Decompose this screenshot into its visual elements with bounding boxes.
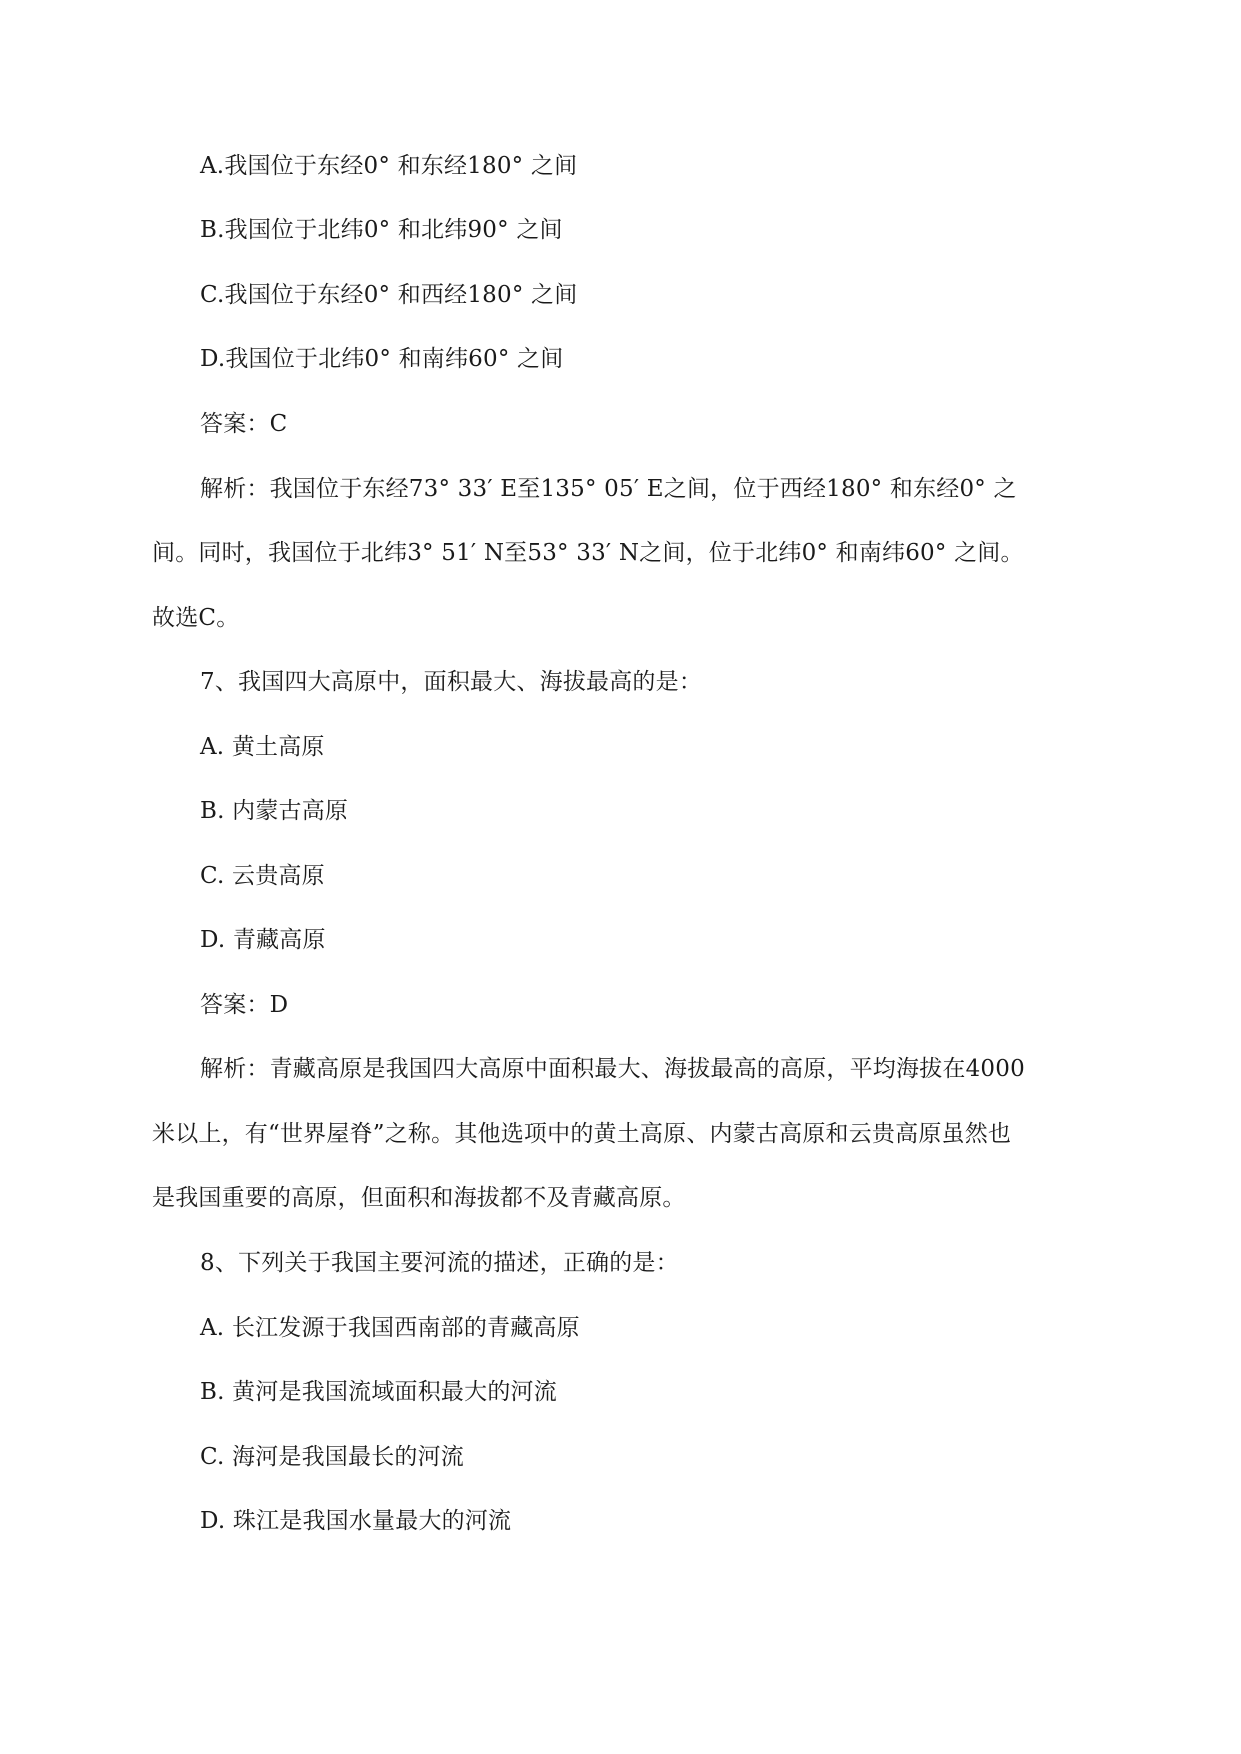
q8-question: 8、下列关于我国主要河流的描述，正确的是：: [200, 1250, 679, 1276]
q7-answer: 答案：D: [200, 992, 289, 1018]
q7-option-b: B. 内蒙古高原: [200, 798, 349, 824]
q6-answer: 答案：C: [200, 411, 288, 437]
q6-option-d: D.我国位于北纬0° 和南纬60° 之间: [200, 346, 564, 372]
q8-option-b: B. 黄河是我国流域面积最大的河流: [200, 1379, 557, 1405]
q7-question: 7、我国四大高原中，面积最大、海拔最高的是：: [200, 669, 703, 695]
q7-option-c: C. 云贵高原: [200, 863, 325, 889]
q7-option-a: A. 黄土高原: [200, 734, 325, 760]
q6-option-a: A.我国位于东经0° 和东经180° 之间: [200, 153, 578, 179]
q7-explanation-line: 是我国重要的高原，但面积和海拔都不及青藏高原。: [152, 1185, 686, 1211]
q8-option-a: A. 长江发源于我国西南部的青藏高原: [200, 1315, 580, 1341]
q7-explanation-line: 解析：青藏高原是我国四大高原中面积最大、海拔最高的高原，平均海拔在4000: [200, 1056, 1025, 1082]
q6-explanation-line: 解析：我国位于东经73° 33′ E至135° 05′ E之间，位于西经180° 和东经0° 之: [200, 476, 1017, 502]
q6-option-c: C.我国位于东经0° 和西经180° 之间: [200, 282, 578, 308]
q7-option-d: D. 青藏高原: [200, 927, 326, 953]
q7-explanation-line: 米以上，有“世界屋脊”之称。其他选项中的黄土高原、内蒙古高原和云贵高原虽然也: [152, 1121, 1012, 1147]
q6-option-b: B.我国位于北纬0° 和北纬90° 之间: [200, 217, 563, 243]
q6-explanation-line: 故选C。: [152, 605, 240, 631]
q8-option-d: D. 珠江是我国水量最大的河流: [200, 1508, 512, 1534]
q8-option-c: C. 海河是我国最长的河流: [200, 1444, 465, 1470]
q6-explanation-line: 间。同时，我国位于北纬3° 51′ N至53° 33′ N之间，位于北纬0° 和南纬60° 之间。: [152, 540, 1024, 566]
